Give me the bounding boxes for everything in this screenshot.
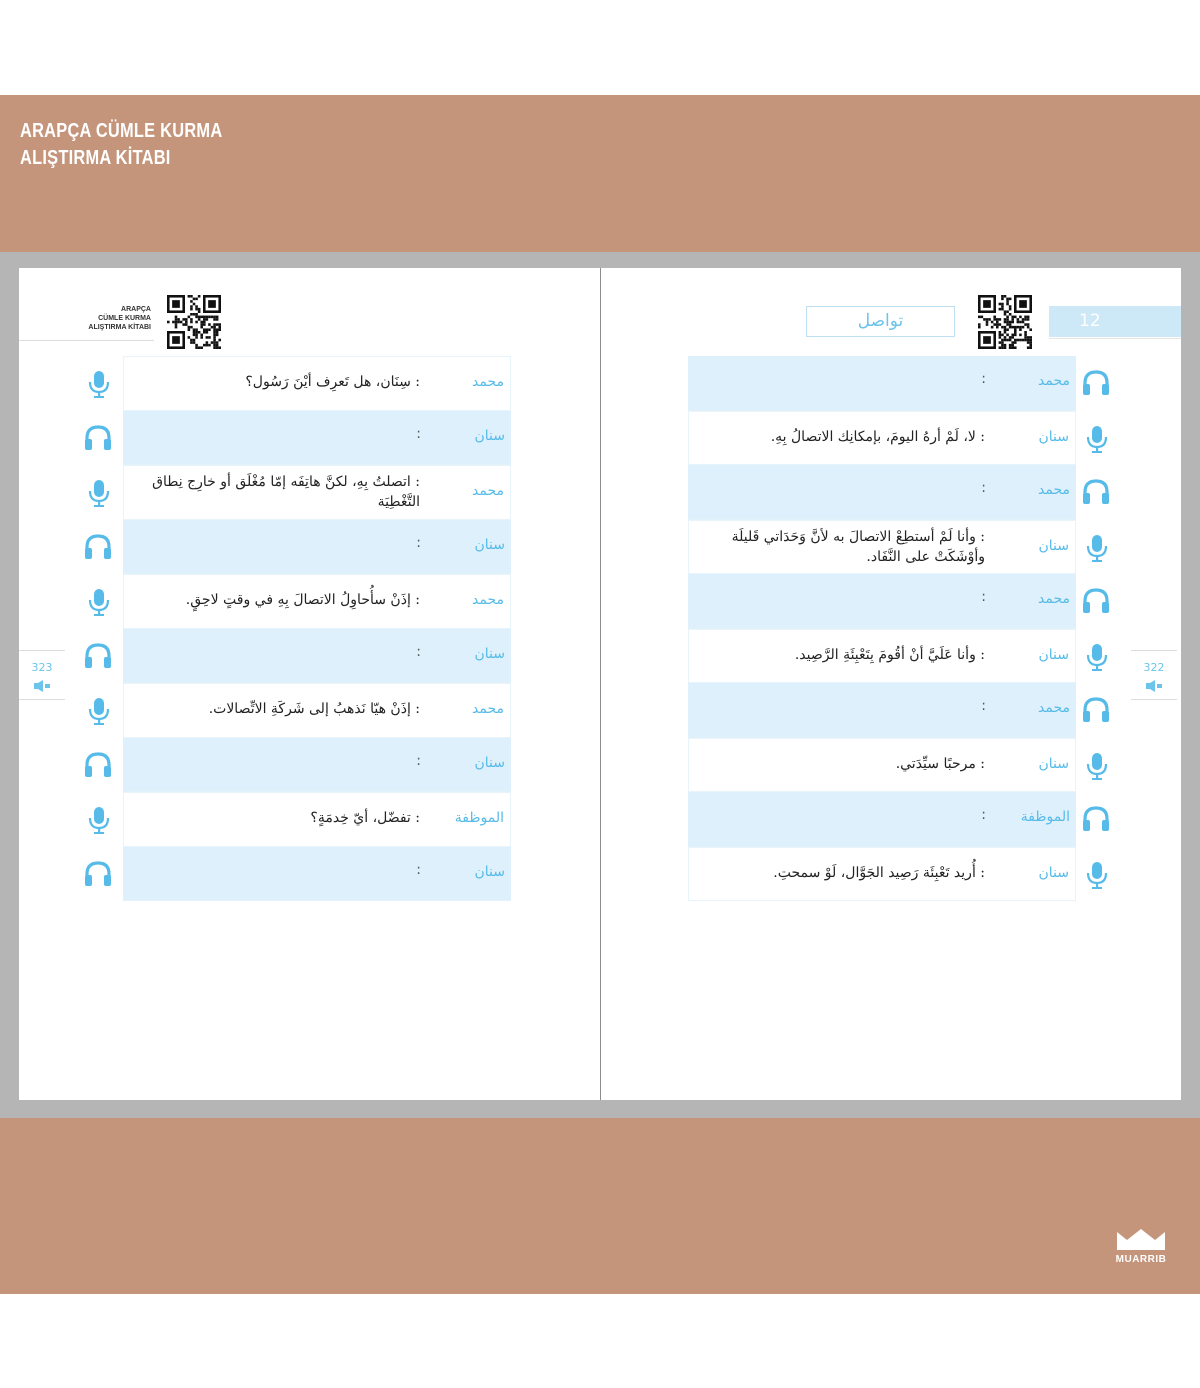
headphones-icon[interactable] [1081, 586, 1111, 616]
crown-logo-icon [1115, 1226, 1167, 1252]
answer-blank[interactable]: : [416, 534, 421, 551]
speaker-name: سنان [474, 645, 505, 662]
page-mini-title [67, 305, 151, 332]
dialogue-row [688, 629, 1076, 684]
dialogue-line: : سِنَان، هل تَعرِف أيْنَ رَسُول؟ [245, 374, 420, 390]
book-title-line-1: ARAPÇA CÜMLE KURMA [20, 120, 223, 142]
microphone-icon[interactable] [1082, 860, 1112, 890]
header-rule [1049, 338, 1181, 339]
mini-title-line-1: ARAPÇA [121, 306, 151, 313]
microphone-icon[interactable] [1082, 424, 1112, 454]
dialogue-row [123, 411, 511, 466]
book-title-line-2: ALIŞTIRMA KİTABI [20, 147, 171, 169]
speaker-name: الموظفة [1020, 809, 1070, 825]
answer-blank[interactable]: : [416, 752, 421, 769]
dialogue-line: : اتصلتُ بِهِ، لكنَّ هاتِفَه إمّا مُغْلَق أو خارِج نِطاق التَّغْطِيَة [152, 474, 420, 510]
brand-logo [1110, 1226, 1172, 1265]
headphones-icon[interactable] [1081, 695, 1111, 725]
microphone-icon[interactable] [1082, 751, 1112, 781]
speaker-name: الموظفة [454, 810, 504, 826]
dialogue-line: : تفضّل، أيّ خِدمَةٍ؟ [310, 810, 420, 826]
answer-blank[interactable]: : [416, 861, 421, 878]
headphones-icon[interactable] [1081, 804, 1111, 834]
microphone-icon[interactable] [1082, 642, 1112, 672]
dialogue-line: : وأنا لَمْ أستطِعْ الاتصالَ به لأنَّ وَحَدَاتي قَليلَة وأوْشَكَتْ على النَّفَاد. [731, 528, 985, 565]
dialogue-row [688, 792, 1076, 847]
audio-speaker-icon [32, 680, 52, 692]
dialogue-row [123, 792, 511, 847]
answer-blank[interactable]: : [981, 589, 986, 605]
speaker-name: محمد [472, 483, 504, 499]
dialogue-table [123, 356, 511, 901]
microphone-icon[interactable] [84, 587, 114, 617]
dialogue-row [123, 465, 511, 520]
dialogue-row [123, 356, 511, 411]
speaker-name: سنان [474, 754, 505, 771]
bottom-cover-band [0, 1118, 1200, 1294]
dialogue-table [688, 356, 1076, 901]
answer-blank[interactable]: : [416, 643, 421, 660]
microphone-icon[interactable] [84, 805, 114, 835]
dialogue-row [123, 520, 511, 575]
answer-blank[interactable]: : [981, 698, 986, 714]
microphone-icon[interactable] [1082, 533, 1112, 563]
answer-blank[interactable]: : [981, 480, 986, 496]
speaker-name: سنان [1038, 537, 1069, 554]
dialogue-row [688, 738, 1076, 793]
dialogue-line: : مرحبًا سيِّدَتي. [895, 755, 985, 772]
speaker-name: سنان [474, 863, 505, 880]
dialogue-line: : وأنا عَلَيَّ أنْ أقُومَ بِتَعْبِئَةِ الرَّصِيد. [794, 646, 985, 663]
page-number-tab [1131, 650, 1177, 700]
dialogue-row [123, 683, 511, 738]
dialogue-row [688, 847, 1076, 902]
unit-number-tab: 12 [1049, 306, 1181, 337]
header-rule [19, 340, 154, 341]
headphones-icon[interactable] [83, 750, 113, 780]
dialogue-line: : لا، لَمْ أرهُ اليومَ، بإمكانِك الاتصالُ بِهِ. [770, 428, 985, 445]
headphones-icon[interactable] [83, 532, 113, 562]
headphones-icon[interactable] [1081, 368, 1111, 398]
speaker-name: محمد [472, 592, 504, 608]
page-number: 323 [31, 661, 53, 674]
speaker-name: محمد [1038, 700, 1070, 716]
speaker-name: سنان [474, 427, 505, 444]
dialogue-row [123, 574, 511, 629]
speaker-name: محمد [1038, 591, 1070, 607]
headphones-icon[interactable] [1081, 477, 1111, 507]
dialogue-row [123, 738, 511, 793]
mini-title-line-2: CÜMLE KURMA [98, 315, 151, 322]
dialogue-row [123, 847, 511, 902]
dialogue-row [688, 574, 1076, 629]
headphones-icon[interactable] [83, 859, 113, 889]
dialogue-line: : إذَنْ هيّا نَذهبُ إلى شَركَةِ الاتِّصالات. [208, 701, 420, 717]
answer-blank[interactable]: : [416, 425, 421, 442]
speaker-name: سنان [1038, 428, 1069, 445]
speaker-name: سنان [1038, 646, 1069, 663]
dialogue-row [688, 465, 1076, 520]
microphone-icon[interactable] [84, 696, 114, 726]
page-number-tab [19, 650, 65, 700]
page-number: 322 [1143, 661, 1165, 674]
dialogue-row [688, 356, 1076, 411]
speaker-name: محمد [472, 374, 504, 390]
headphones-icon[interactable] [83, 423, 113, 453]
microphone-icon[interactable] [84, 478, 114, 508]
qr-code-icon[interactable] [167, 295, 221, 349]
book-series-title [20, 118, 222, 172]
speaker-name: محمد [1038, 482, 1070, 498]
dialogue-row [123, 629, 511, 684]
page-323 [19, 268, 601, 1100]
topic-title-box: تواصل [806, 306, 955, 337]
mini-title-line-3: ALIŞTIRMA KİTABI [88, 324, 151, 331]
speaker-name: محمد [1038, 373, 1070, 389]
qr-code-icon[interactable] [978, 295, 1032, 349]
speaker-name: سنان [1038, 755, 1069, 772]
page-322 [601, 268, 1181, 1100]
dialogue-line: : إذَنْ سأُحاوِلُ الاتصالَ بِهِ في وقتٍ لاحِقٍ. [185, 592, 420, 608]
speaker-name: سنان [474, 536, 505, 553]
dialogue-line: : أُريد تَعْبِئَة رَصِيد الجَوَّال، لَوْ سمحتِ. [773, 864, 985, 881]
headphones-icon[interactable] [83, 641, 113, 671]
microphone-icon[interactable] [84, 369, 114, 399]
dialogue-row [688, 520, 1076, 575]
speaker-name: سنان [1038, 864, 1069, 881]
speaker-name: محمد [472, 701, 504, 717]
dialogue-row [688, 411, 1076, 466]
answer-blank[interactable]: : [981, 807, 986, 823]
dialogue-row [688, 683, 1076, 738]
answer-blank[interactable]: : [981, 371, 986, 387]
brand-name: MUARRIB [1115, 1254, 1167, 1265]
audio-speaker-icon [1144, 680, 1164, 692]
